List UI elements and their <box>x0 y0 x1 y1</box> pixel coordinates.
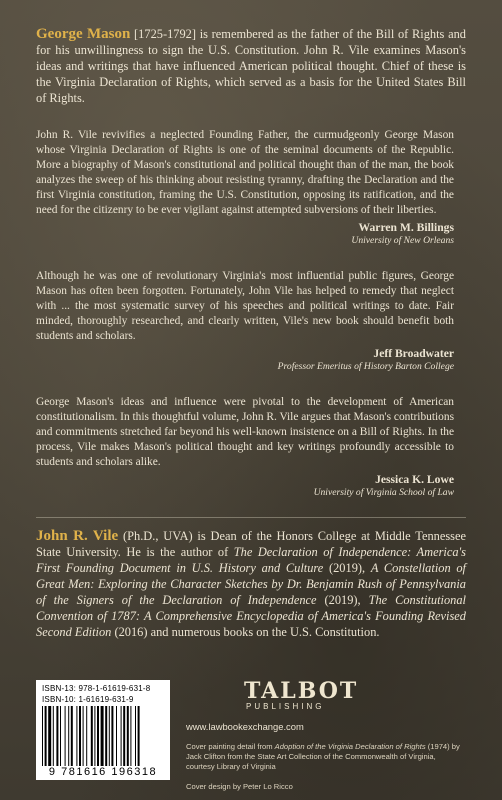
isbn-10: ISBN-10: 1-61619-631-9 <box>42 695 134 704</box>
bio-text: (2019), <box>316 593 369 607</box>
publisher-url: www.lawbookexchange.com <box>186 721 304 732</box>
blurb-2 <box>36 269 466 373</box>
blurb-1 <box>36 128 466 247</box>
design-credit: Cover design by Peter Lo Ricco <box>186 782 293 791</box>
isbn-numbers <box>36 680 170 705</box>
isbn-13: ISBN-13: 978-1-61619-631-8 <box>42 684 151 693</box>
publisher-block <box>186 680 466 791</box>
bio-text: (Ph.D., UVA) is Dean of the Honors College at Middle Tennessee State University. He is the author of <box>36 529 466 559</box>
blurb-author: Warren M. Billings <box>358 221 454 234</box>
book-title: The Constitutional Convention of 1787: A Comprehensive Encyclopedia of America's Founding Revised Second Edition <box>36 593 466 639</box>
intro-text: [1725-1792] is remembered as the father of the Bill of Rights and for his unwillingness to sign the U.S. Constitution. John R. Vile examines Mason's ideas and writings that have influenced American political thought. Chief of these is the Virginia Declaration of Rights, which served as a basis for the United States Bill of Rights. <box>36 27 466 105</box>
blurb-affiliation: Professor Emeritus of History Barton College <box>277 361 454 372</box>
book-title: A Constellation of Great Men: Exploring the Character Sketches by Dr. Benjamin Rush of Pennsylvania of the Signers of the Declaration of Independence <box>36 561 466 607</box>
credit-text: Cover painting detail from <box>186 742 275 751</box>
blurb-text: George Mason's ideas and influence were pivotal to the development of American constitutionalism. In this thoughtful volume, John R. Vile argues that Mason's contributions and commitments stretched far beyond his well-known insistence on a Bill of Rights. In the process, Vile makes Mason's political thought and key writings profoundly accessible to students and scholars alike. <box>36 396 454 468</box>
blurb-affiliation: University of Virginia School of Law <box>313 487 454 498</box>
author-name: John R. Vile <box>36 528 119 544</box>
logo-main: TALBOT <box>244 678 359 704</box>
subject-name: George Mason <box>36 26 131 42</box>
blurb-author: Jessica K. Lowe <box>375 473 454 486</box>
barcode-bars <box>42 706 164 766</box>
barcode-number: 9 781616 196318 <box>48 766 158 778</box>
publisher-logo <box>244 680 466 711</box>
blurb-author: Jeff Broadwater <box>373 347 454 360</box>
blurb-affiliation: University of New Orleans <box>351 235 454 246</box>
section-divider <box>36 517 466 518</box>
blurb-text: John R. Vile revivifies a neglected Founding Father, the curmudgeonly George Mason whose Virginia Declaration of Rights is one of the seminal documents of the Republic. More a biography of Mason's constitutional and political thought than of the man, the book analyzes the sweep of his thinking about resisting tyranny, drafting the Declaration and the first Virginia constitution, framing the U.S. Constitution, opposing its ratification, and the need for the citizenry to be ever vigilant against attempted subversions of their liberties. <box>36 129 454 216</box>
cover-credit <box>186 742 466 772</box>
blurb-attribution <box>36 347 454 373</box>
book-title: The Declaration of Independence: America's First Founding Document in U.S. History and Culture <box>36 545 466 575</box>
logo-sub: PUBLISHING <box>246 702 325 711</box>
credit-text: (1974) by Jack Clifton from the State Art Collection of the Commonwealth of Virginia, courtesy Library of Virginia <box>186 742 460 771</box>
blurb-attribution <box>36 221 454 247</box>
bio-text: (2016) and numerous books on the U.S. Constitution. <box>111 625 380 639</box>
bio-text: (2019), <box>323 561 371 575</box>
blurb-3 <box>36 395 466 499</box>
cover-footer <box>36 680 466 800</box>
blurb-text: Although he was one of revolutionary Virginia's most influential public figures, George Mason has often been forgotten. Fortunately, John Vile has helped to remedy that neglect with ... the most systematic survey of his speeches and political writings to date. Fair minded, thoroughly researched, and clearly written, Vile's new book should benefit both students and scholars. <box>36 270 454 342</box>
isbn-barcode <box>36 680 170 780</box>
author-bio <box>36 528 466 640</box>
intro-paragraph <box>36 26 466 106</box>
blurb-attribution <box>36 473 454 499</box>
painting-title: Adoption of the Virginia Declaration of Rights <box>274 742 426 751</box>
